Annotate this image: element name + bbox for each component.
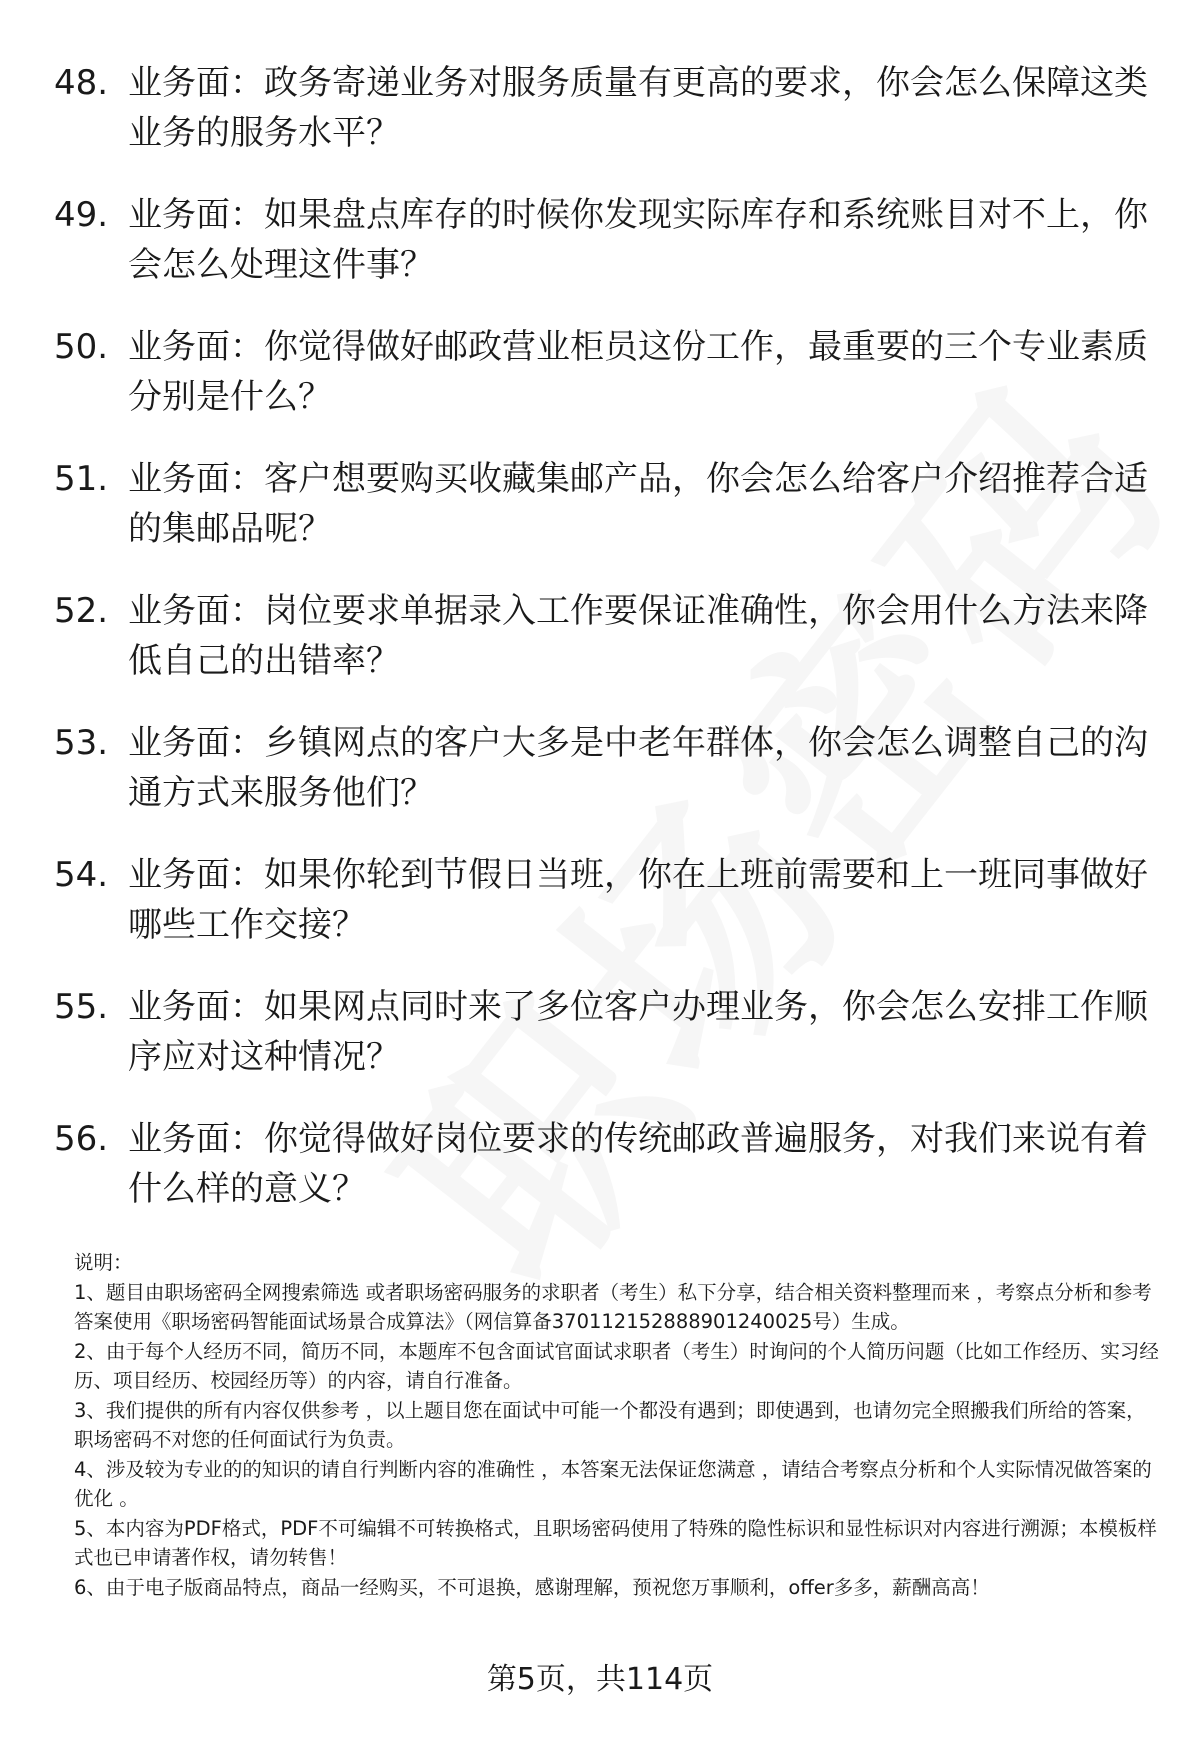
question-item <box>0 982 1200 1114</box>
note-item: 1、题目由职场密码全网搜索筛选 或者职场密码服务的求职者（考生）私下分享，结合相关资料整理而来 ，考察点分析和参考答案使用《职场密码智能面试场景合成算法》（网信算备370112152888901240025号）生成。 <box>74 1280 1152 1333</box>
question-item <box>0 850 1200 982</box>
question-text: 业务面：客户想要购买收藏集邮产品，你会怎么给客户介绍推荐合适的集邮品呢？ <box>128 459 1148 549</box>
question-number: 56. <box>54 1119 109 1159</box>
question-number: 48. <box>54 63 109 103</box>
question-text: 业务面：如果盘点库存的时候你发现实际库存和系统账目对不上，你会怎么处理这件事？ <box>128 195 1148 285</box>
question-number: 55. <box>54 987 109 1027</box>
question-number: 50. <box>54 327 109 367</box>
note-item: 2、由于每个人经历不同，简历不同，本题库不包含面试官面试求职者（考生）时询问的个人简历问题（比如工作经历、实习经历、项目经历、校园经历等）的内容，请自行准备。 <box>74 1339 1159 1392</box>
question-text: 业务面：如果你轮到节假日当班，你在上班前需要和上一班同事做好哪些工作交接？ <box>128 855 1148 945</box>
question-number: 52. <box>54 591 109 631</box>
notes-section <box>74 1248 1164 1602</box>
question-text: 业务面：你觉得做好邮政营业柜员这份工作，最重要的三个专业素质分别是什么？ <box>128 327 1148 417</box>
question-text: 业务面：如果网点同时来了多位客户办理业务，你会怎么安排工作顺序应对这种情况？ <box>128 987 1148 1077</box>
page-number: 第5页，共114页 <box>486 1662 714 1697</box>
question-list <box>0 58 1200 1246</box>
question-item <box>0 322 1200 454</box>
question-item <box>0 190 1200 322</box>
question-item <box>0 586 1200 718</box>
question-item <box>0 58 1200 190</box>
note-item: 3、我们提供的所有内容仅供参考 ，以上题目您在面试中可能一个都没有遇到；即使遇到，也请勿完全照搬我们所给的答案，职场密码不对您的任何面试行为负责。 <box>74 1398 1146 1451</box>
question-number: 54. <box>54 855 109 895</box>
question-number: 53. <box>54 723 109 763</box>
question-item <box>0 454 1200 586</box>
question-text: 业务面：你觉得做好岗位要求的传统邮政普遍服务，对我们来说有着什么样的意义？ <box>128 1119 1148 1209</box>
question-number: 51. <box>54 459 109 499</box>
question-text: 业务面：乡镇网点的客户大多是中老年群体，你会怎么调整自己的沟通方式来服务他们？ <box>128 723 1148 813</box>
note-item: 6、由于电子版商品特点，商品一经购买，不可退换，感谢理解，预祝您万事顺利，offer多多，薪酬高高！ <box>74 1575 990 1599</box>
question-number: 49. <box>54 195 109 235</box>
note-item: 5、本内容为PDF格式，PDF不可编辑不可转换格式，且职场密码使用了特殊的隐性标识和显性标识对内容进行溯源；本模板样式也已申请著作权，请勿转售！ <box>74 1516 1157 1569</box>
note-item: 4、涉及较为专业的的知识的请自行判断内容的准确性 ，本答案无法保证您满意 ，请结合考察点分析和个人实际情况做答案的优化 。 <box>74 1457 1152 1510</box>
question-item <box>0 718 1200 850</box>
question-text: 业务面：岗位要求单据录入工作要保证准确性，你会用什么方法来降低自己的出错率？ <box>128 591 1148 681</box>
question-item <box>0 1114 1200 1246</box>
notes-title: 说明： <box>74 1251 133 1274</box>
question-text: 业务面：政务寄递业务对服务质量有更高的要求，你会怎么保障这类业务的服务水平？ <box>128 63 1148 153</box>
